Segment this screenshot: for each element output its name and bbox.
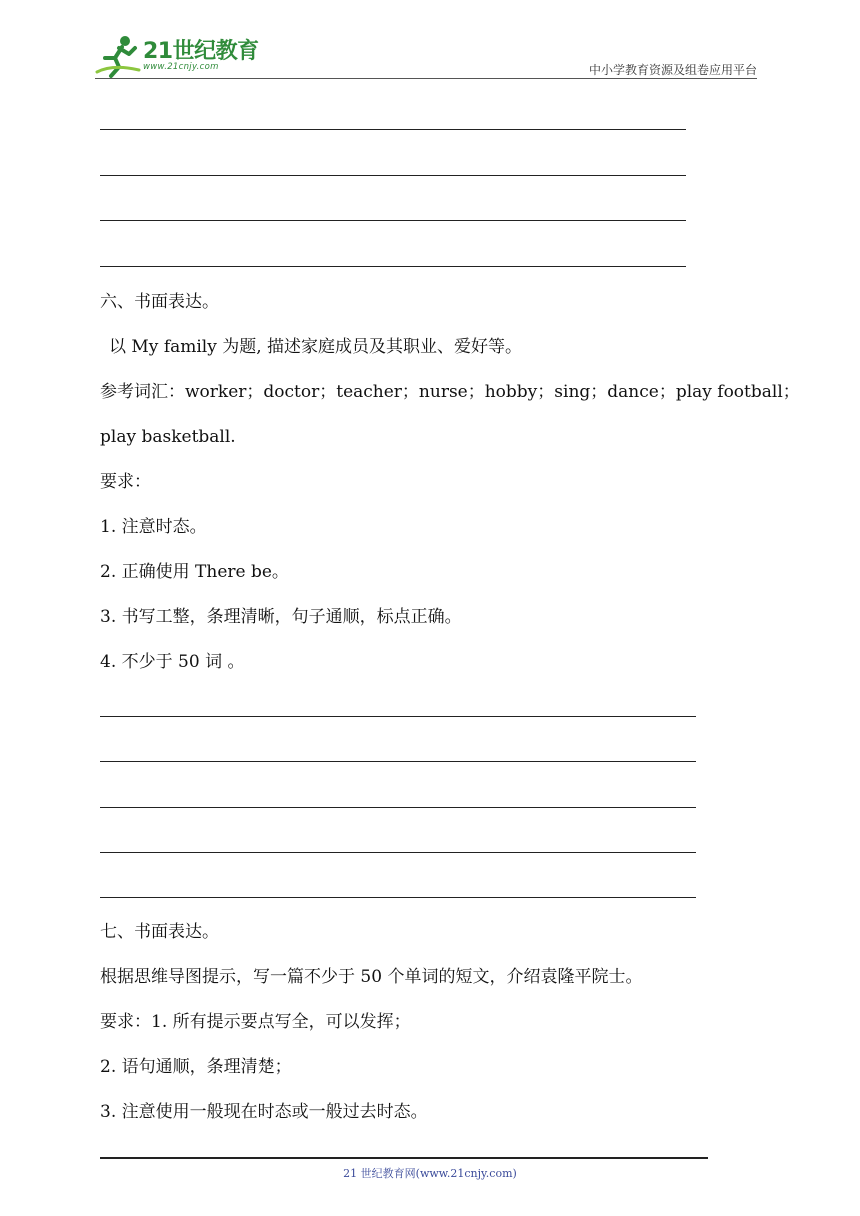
answer-line[interactable] [100,761,696,762]
section-6-prompt: 以 My family 为题, 描述家庭成员及其职业、爱好等。 [109,337,523,357]
platform-name: 中小学教育资源及组卷应用平台 [588,63,757,77]
section-7-title: 七、书面表达。 [100,922,219,942]
section-7-prompt: 根据思维导图提示，写一篇不少于 50 个单词的短文，介绍袁隆平院士。 [100,967,643,987]
answer-line[interactable] [100,175,686,176]
footer-text: 21 世纪教育网(www.21cnjy.com) [343,1167,517,1180]
logo-title: 21世纪教育 [143,39,259,64]
section-6-requirement-3: 3. 书写工整，条理清晰，句子通顺，标点正确。 [100,607,462,627]
answer-line[interactable] [100,266,686,267]
answer-line[interactable] [100,897,696,898]
section-7-requirement-2: 2. 语句通顺，条理清楚； [100,1057,292,1077]
section-7-requirement-1: 要求：1. 所有提示要点写全，可以发挥； [100,1012,411,1032]
section-7-requirement-3: 3. 注意使用一般现在时态或一般过去时态。 [100,1102,428,1122]
section-6-requirement-2: 2. 正确使用 There be。 [100,562,289,582]
section-6-requirement-4: 4. 不少于 50 词 。 [100,652,245,672]
footer-divider [100,1157,708,1159]
header-divider [95,78,757,79]
section-6-vocab-line-2: play basketball. [100,427,236,447]
section-6-title: 六、书面表达。 [100,292,219,312]
logo [95,34,265,78]
answer-line[interactable] [100,129,686,130]
page-header [0,0,860,90]
logo-url: www.21cnjy.com [143,62,219,72]
section-6-vocab-line-1: 参考词汇：worker；doctor；teacher；nurse；hobby；sing；dance；play football； [100,382,800,402]
section-6-requirement-1: 1. 注意时态。 [100,517,207,537]
answer-line[interactable] [100,716,696,717]
answer-line[interactable] [100,807,696,808]
runner-logo-icon [95,34,141,78]
answer-line[interactable] [100,220,686,221]
answer-line[interactable] [100,852,696,853]
section-6-requirements-title: 要求： [100,472,151,492]
